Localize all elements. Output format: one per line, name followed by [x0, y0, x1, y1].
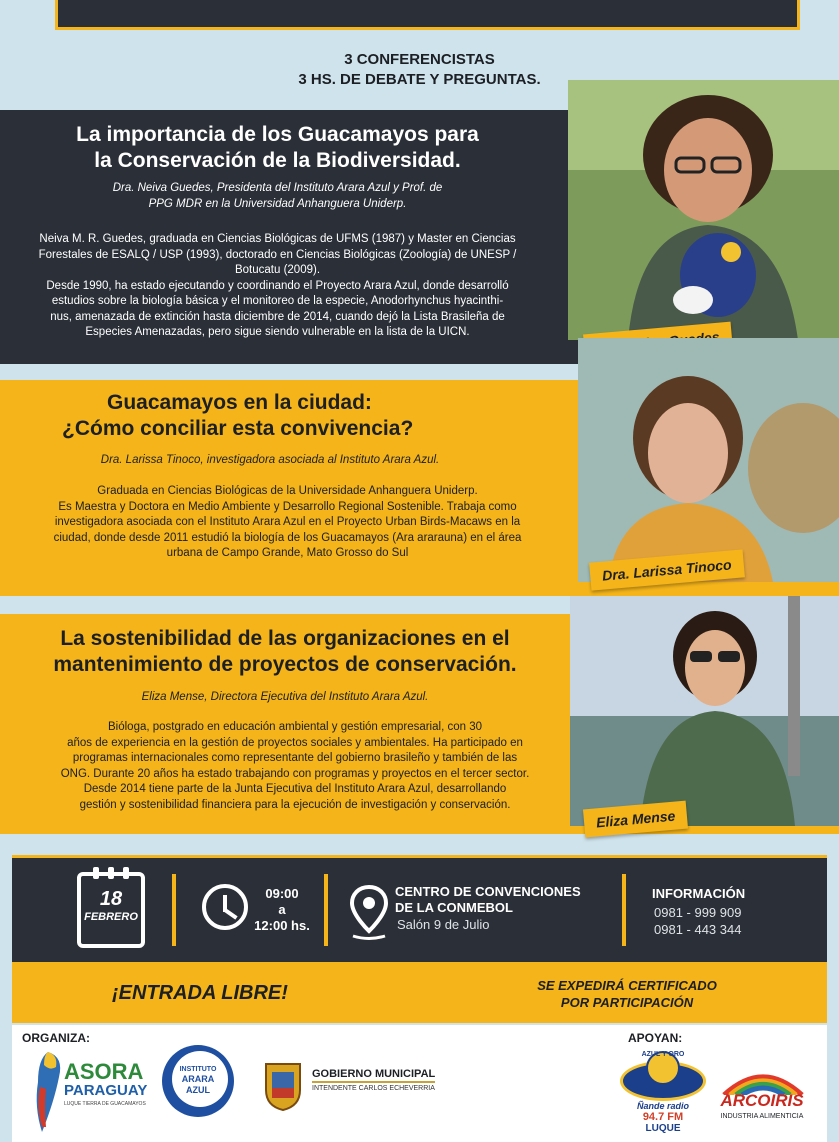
talk-2-bio-line: Es Maestra y Doctora en Medio Ambiente y Desarrollo Regional Sostenible. Trabaja como — [58, 500, 517, 513]
talk-3-bio-line: Bióloga, postgrado en educación ambiental y gestión empresarial, con 30 — [108, 721, 482, 733]
event-month: FEBRERO — [84, 911, 138, 923]
name-tag-larissa: Dra. Larissa Tinoco — [589, 549, 745, 590]
event-time-end: 12:00 hs. — [254, 918, 310, 933]
talk-2-bio-line: Graduada en Ciencias Biológicas de la Universidade Anhanguera Uniderp. — [97, 485, 478, 497]
venue-room: Salón 9 de Julio — [397, 917, 490, 932]
top-banner — [55, 0, 800, 30]
talk-1-bio-line: nus, amenazada de extinción hasta diciembre de 2014, cuando dejó la Lista Brasileña de — [50, 310, 505, 323]
talk-1-title-line-1: La importancia de los Guacamayos para — [76, 123, 479, 146]
talk-1-title — [0, 122, 555, 174]
separator — [622, 874, 626, 946]
radio-city: LUQUE — [645, 1123, 681, 1134]
info-phones — [654, 904, 741, 938]
venue-line-2: DE LA CONMEBOL — [395, 900, 513, 915]
talk-3-title — [0, 626, 570, 678]
talk-3-bio-line: gestión y sostenibilidad financiera para la ejecución de investigación y conservación. — [79, 798, 511, 811]
certificate-note — [492, 977, 762, 1011]
asora-name: ASORA — [64, 1059, 144, 1084]
talk-2-title-line-1: Guacamayos en la ciudad: — [107, 391, 372, 414]
talk-3-bio-line: ONG. Durante 20 años ha estado trabajando con programas y proyectos en el tercer sector. — [60, 767, 530, 780]
sponsor-logos — [12, 1025, 827, 1142]
talk-2-title-line-2: ¿Cómo conciliar esta convivencia? — [62, 417, 414, 440]
arcoiris-name: ARCOIRIS — [720, 1091, 804, 1110]
talk-1-speaker-line-2: PPG MDR en la Universidad Anhanguera Uniderp. — [148, 198, 407, 210]
asora-tagline: LUQUE TIERRA DE GUACAMAYOS — [64, 1101, 146, 1107]
header-line-1: 3 CONFERENCISTAS — [344, 51, 495, 68]
speaker-photo-larissa — [578, 338, 839, 582]
asora-paraguay-logo — [26, 1047, 146, 1137]
entrada-bar — [12, 965, 827, 1023]
arcoiris-subtitle: INDUSTRIA ALIMENTICIA — [720, 1113, 804, 1120]
talk-2-bio-line: ciudad, donde desde 2011 estudió la biología de los Guacamayos (Ara ararauna) en el área — [53, 531, 522, 544]
header-line-2: 3 HS. DE DEBATE Y PREGUNTAS. — [298, 71, 541, 88]
speaker-photo-eliza — [570, 596, 839, 826]
cert-line-1: SE EXPEDIRÁ CERTIFICADO — [537, 978, 717, 993]
gobierno-municipal-logo — [262, 1060, 442, 1120]
apoyan-label: APOYAN: — [628, 1031, 683, 1045]
radio-slogan: Ñande radio — [636, 1101, 689, 1111]
name-tag-eliza: Eliza Mense — [583, 801, 688, 838]
iaa-line-2: ARARA — [181, 1074, 215, 1084]
radio-top-text: AZUL Y ORO — [641, 1051, 685, 1058]
talk-3-title-line-1: La sostenibilidad de las organizaciones en el — [60, 627, 510, 650]
talk-3-speaker — [0, 689, 570, 705]
talk-1-bio-line: Neiva M. R. Guedes, graduada en Ciencias Biológicas de UFMS (1987) y Master en Ciencias — [39, 233, 516, 245]
macaw-logo-icon — [26, 1047, 66, 1137]
calendar-ring — [93, 867, 99, 879]
iaa-line-1: INSTITUTO — [179, 1066, 217, 1073]
entrada-libre: ¡ENTRADA LIBRE! — [112, 982, 288, 1004]
talk-1-speaker-line-1: Dra. Neiva Guedes, Presidenta del Instituto Arara Azul y Prof. de — [112, 182, 443, 194]
calendar-ring — [108, 867, 114, 879]
speaker-photo-neiva — [568, 80, 839, 340]
cert-line-2: POR PARTICIPACIÓN — [560, 995, 694, 1010]
venue-line-1: CENTRO DE CONVENCIONES — [395, 884, 581, 899]
portrait-illustration-1 — [568, 80, 839, 340]
talk-1-bio — [0, 232, 555, 341]
event-time — [252, 886, 312, 934]
calendar-icon — [77, 872, 145, 948]
talk-3-bio — [0, 720, 590, 813]
info-title: INFORMACIÓN — [652, 886, 746, 901]
talk-3-bio-line: años de experiencia en la gestión de proyectos sociales y ambientales. Ha participado en — [67, 736, 523, 749]
talk-2-speaker-line-1: Dra. Larissa Tinoco, investigadora asociada al Instituto Arara Azul. — [100, 454, 440, 466]
talk-3-bio-line: Desde 2014 tiene parte de la Junta Ejecutiva del Instituto Arara Azul, desarrollando — [83, 783, 507, 795]
talk-2-bio-line: investigadora asociada con el Instituto Arara Azul en el Proyecto Urban Birds-Macaws en la — [54, 516, 521, 528]
location-pin-icon — [347, 883, 391, 941]
talk-2-speaker — [0, 452, 540, 468]
clock-icon — [202, 884, 248, 930]
radio-azul-y-oro-logo — [618, 1051, 708, 1139]
talk-1-speaker — [0, 180, 555, 212]
separator — [172, 874, 176, 946]
phone-2: 0981 - 443 344 — [654, 922, 742, 937]
talk-3-speaker-line-1: Eliza Mense, Directora Ejecutiva del Instituto Arara Azul. — [141, 691, 429, 703]
radio-frequency: 94.7 FM — [642, 1111, 684, 1123]
phone-1: 0981 - 999 909 — [654, 905, 742, 920]
event-time-sep: a — [278, 902, 286, 917]
talk-2-bio-line: urbana de Campo Grande, Mato Grosso do Sul — [166, 547, 409, 559]
talk-3-title-line-2: mantenimiento de proyectos de conservación. — [53, 653, 517, 676]
event-time-start: 09:00 — [265, 886, 299, 901]
event-info-bar — [12, 855, 827, 965]
talk-1-bio-line: Especies Amenazadas, pero sigue siendo vulnerable en la lista de la UICN. — [85, 326, 470, 338]
instituto-arara-azul-logo — [162, 1045, 234, 1117]
talk-3-bio-line: programas internacionales como representante del gobierno brasileño y también de las — [72, 752, 518, 764]
gobierno-subtitle: INTENDENTE CARLOS ECHEVERRIA — [312, 1085, 435, 1092]
portrait-illustration-3 — [570, 596, 839, 826]
iaa-text — [162, 1065, 234, 1096]
organiza-label: ORGANIZA: — [22, 1031, 90, 1045]
iaa-line-3: AZUL — [186, 1085, 210, 1095]
asora-country: PARAGUAY — [64, 1082, 148, 1099]
talk-1-bio-line: Botucatu (2009). — [234, 264, 321, 276]
calendar-ring — [123, 867, 129, 879]
talk-2-bio — [0, 484, 575, 562]
talk-1-bio-line: Forestales de ESALQ / USP (1993), doctorado en Ciencias Biológicas (Zoología) de UNESP / — [38, 248, 517, 261]
arcoiris-logo — [712, 1065, 812, 1135]
talk-2-title — [62, 390, 413, 442]
event-day: 18 — [99, 888, 123, 910]
talk-1-bio-line: Desde 1990, ha estado ejecutando y coordinando el Proyecto Arara Azul, donde desarrolló — [46, 279, 509, 292]
separator — [324, 874, 328, 946]
event-venue — [395, 884, 581, 916]
municipal-crest-icon — [262, 1060, 304, 1112]
gobierno-title: GOBIERNO MUNICIPAL — [312, 1068, 435, 1083]
portrait-illustration-2 — [578, 338, 839, 582]
talk-1-title-line-2: la Conservación de la Biodiversidad. — [94, 149, 461, 172]
talk-1-bio-line: estudios sobre la biología básica y el monitoreo de la especie, Anodorhynchus hyacinthi- — [51, 295, 504, 307]
